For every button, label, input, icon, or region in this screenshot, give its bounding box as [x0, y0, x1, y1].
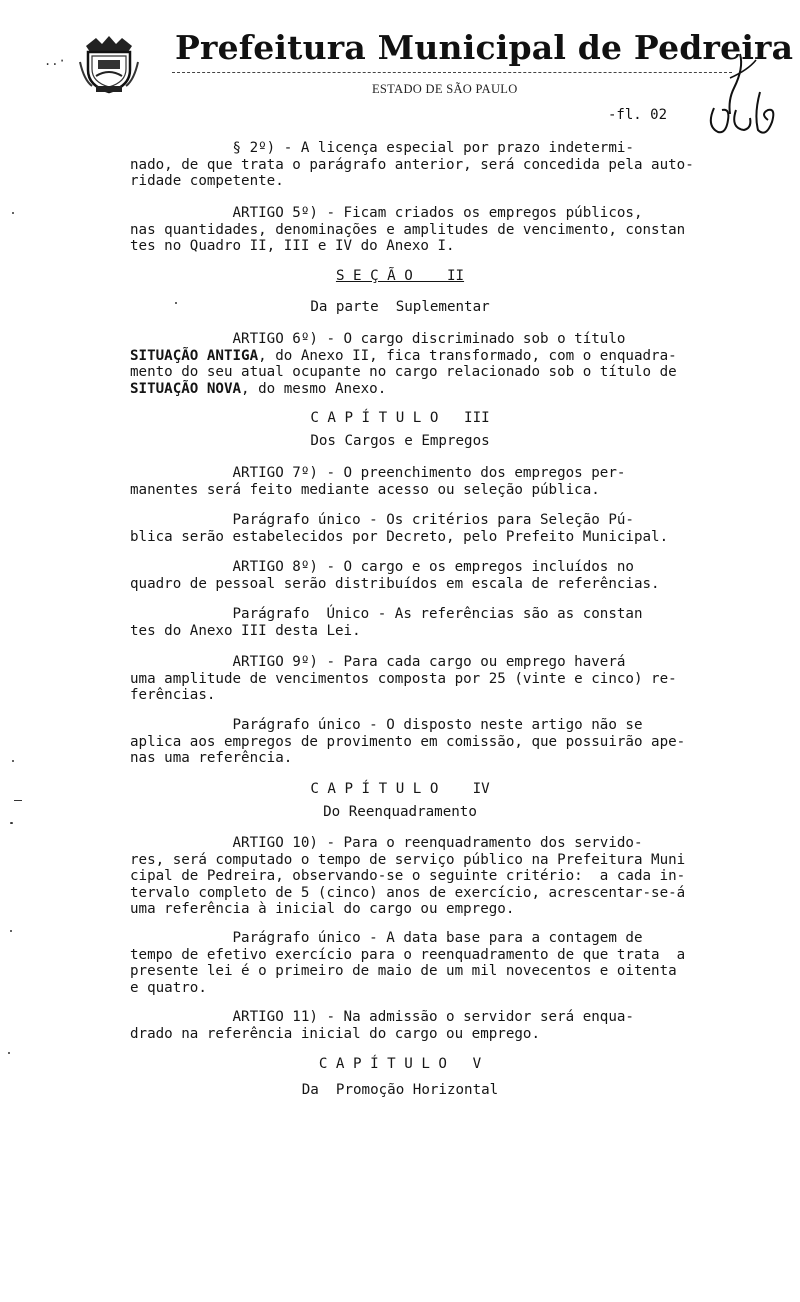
- article-10-sole-paragraph: Parágrafo único - A data base para a contagem de tempo de efetivo exercício para o reenquadramento de que trata a presente lei é o primeiro de maio de um mil novecentos e oitenta e quatro.: [130, 930, 686, 996]
- scan-speck: [12, 212, 14, 214]
- scan-speck: [10, 930, 12, 932]
- article-8-sole-paragraph: Parágrafo Único - As referências são as constan tes do Anexo III desta Lei.: [130, 606, 643, 639]
- section-2-subtitle: Da parte Suplementar: [310, 299, 490, 315]
- chapter-5-subtitle: Da Promoção Horizontal: [301, 1082, 499, 1098]
- chapter-4-heading: C A P Í T U L O IV: [310, 781, 490, 797]
- section-2-heading: S E Ç Ã O II: [335, 268, 465, 284]
- article-9: ARTIGO 9º) - Para cada cargo ou emprego haverá uma amplitude de vencimentos composta por 25 (vinte e cinco) re- ferências.: [130, 654, 677, 703]
- article-7-sole-paragraph: Parágrafo único - Os critérios para Seleção Pú- blica serão estabelecidos por Decreto, pelo Prefeito Municipal.: [130, 512, 669, 545]
- scan-speck: ..·: [44, 54, 66, 68]
- header-divider: [172, 72, 732, 73]
- article-11: ARTIGO 11) - Na admissão o servidor será enqua- drado na referência inicial do cargo ou emprego.: [130, 1009, 634, 1042]
- situacao-antiga-label: SITUAÇÃO ANTIGA: [130, 347, 259, 364]
- article-6-line3: mento do seu atual ocupante no cargo relacionado sob o título de: [130, 364, 677, 380]
- article-8: ARTIGO 8º) - O cargo e os empregos incluídos no quadro de pessoal serão distribuídos em escala de referências.: [130, 559, 660, 592]
- scan-speck: [175, 302, 177, 304]
- chapter-3-subtitle: Dos Cargos e Empregos: [310, 433, 490, 449]
- article-6-line4: , do mesmo Anexo.: [241, 380, 387, 397]
- scan-speck: [14, 800, 22, 801]
- chapter-5-heading: C A P Í T U L O V: [318, 1056, 482, 1072]
- coat-of-arms-icon: [78, 32, 140, 94]
- paragraph-2-license: § 2º) - A licença especial por prazo indetermi- nado, de que trata o parágrafo anterior, será concedida pela auto- ridade competente.: [130, 140, 694, 189]
- header-title: Prefeitura Municipal de Pedreira: [175, 28, 794, 67]
- chapter-3-heading: C A P Í T U L O III: [310, 410, 490, 426]
- article-9-sole-paragraph: Parágrafo único - O disposto neste artigo não se aplica aos empregos de provimento em comissão, que possuirão ape- nas uma referência.: [130, 717, 686, 766]
- header-subtitle: ESTADO DE SÃO PAULO: [372, 82, 518, 96]
- situacao-nova-label: SITUAÇÃO NOVA: [130, 380, 242, 397]
- article-6-line2: , do Anexo II, fica transformado, com o enquadra-: [258, 347, 677, 364]
- article-5: ARTIGO 5º) - Ficam criados os empregos públicos, nas quantidades, denominações e amplitudes de vencimento, constan tes no Quadro II, III e IV do Anexo I.: [130, 205, 686, 254]
- scan-speck: [12, 760, 14, 762]
- page-folio: -fl. 02: [608, 107, 668, 123]
- article-10: ARTIGO 10) - Para o reenquadramento dos servido- res, será computado o tempo de serviço público na Prefeitura Muni cipal de Pedreira, observando-se o seguinte critério: a cada in- tervalo completo de 5 (cinco) anos de exercício, acrescentar-se-á uma referência à inicial do cargo ou emprego.: [130, 835, 686, 917]
- article-7: ARTIGO 7º) - O preenchimento dos empregos per- manentes será feito mediante acesso ou seleção pública.: [130, 465, 626, 498]
- chapter-4-subtitle: Do Reenquadramento: [323, 804, 477, 820]
- scan-speck: [10, 822, 13, 824]
- article-6: [130, 331, 677, 397]
- article-6-line1: ARTIGO 6º) - O cargo discriminado sob o título: [130, 331, 626, 347]
- handwritten-signature: [700, 48, 790, 143]
- scan-speck: [8, 1052, 10, 1054]
